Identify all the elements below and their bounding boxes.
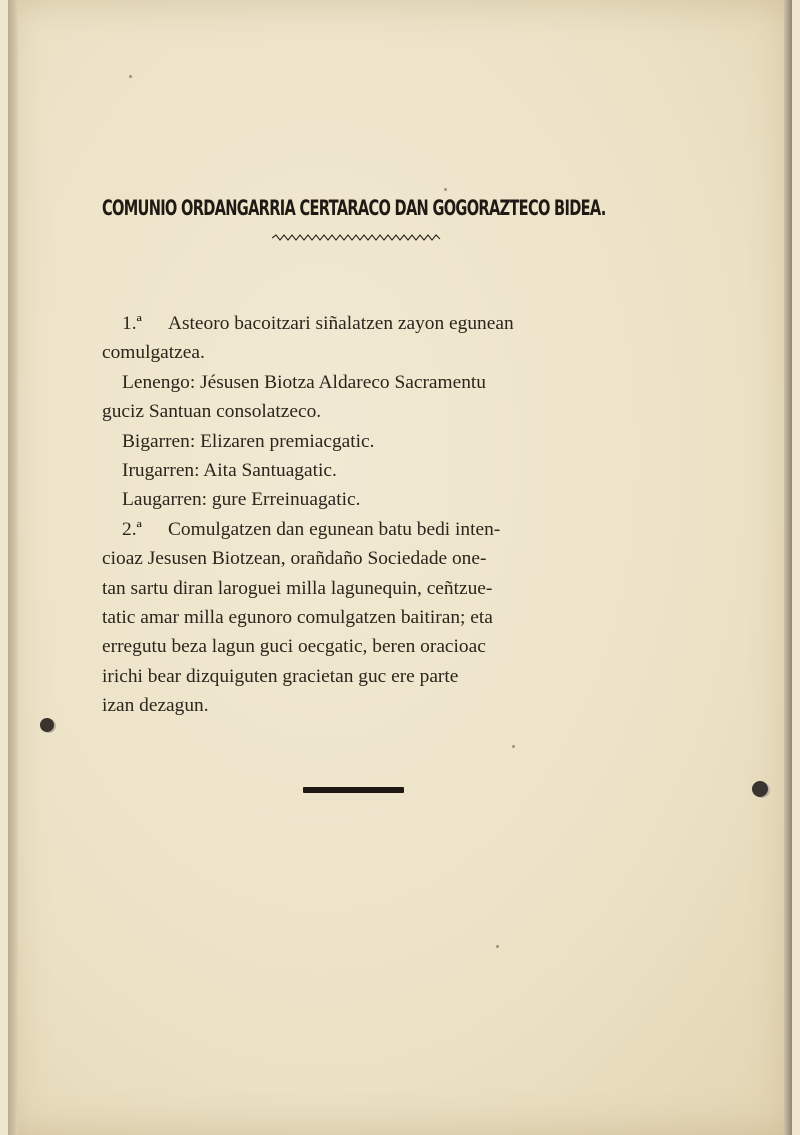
text-line <box>102 515 622 544</box>
binding-hole <box>40 718 54 732</box>
paper-speck <box>512 745 515 748</box>
text-line: Bigarren: Elizaren premiacgatic. <box>122 430 375 452</box>
text-line: comulgatzea. <box>102 342 205 364</box>
text-line: guciz Santuan consolatzeco. <box>102 401 322 423</box>
page-title: COMUNIO ORDANGARRIA CERTARACO DAN GOGORAZTECO BIDEA. <box>102 196 606 221</box>
body-text <box>102 309 622 720</box>
paper-speck <box>496 945 499 948</box>
item-number: 2.ª <box>122 518 142 540</box>
item-number: 1.ª <box>122 313 142 334</box>
text-line: tan sartu diran laroguei milla lagunequin, ceñtzue- <box>102 577 493 599</box>
text-line: cioaz Jesusen Biotzean, orañdaño Sociedade one- <box>102 548 487 570</box>
text-line <box>102 309 622 338</box>
text-line: izan dezagun. <box>102 695 209 717</box>
page-right-edge <box>784 0 792 1135</box>
text-line: Laugarren: gure Erreinuagatic. <box>122 489 361 511</box>
line-text: Comulgatzen dan egunean batu bedi inten- <box>168 518 501 540</box>
section-end-rule <box>303 787 404 793</box>
ornament-rule <box>272 233 442 243</box>
paper-speck <box>444 188 447 191</box>
text-line: Lenengo: Jésusen Biotza Aldareco Sacramentu <box>122 371 486 393</box>
text-line: irichi bear dizquiguten gracietan guc ere parte <box>102 665 459 687</box>
paper-speck <box>129 75 132 78</box>
text-line: Irugarren: Aita Santuagatic. <box>122 459 337 481</box>
text-line: erregutu beza lagun guci oecgatic, beren oracioac <box>102 636 486 658</box>
binding-hole <box>752 781 768 797</box>
page-left-edge <box>8 0 18 1135</box>
text-line: tatic amar milla egunoro comulgatzen baitiran; eta <box>102 606 493 628</box>
line-text: Asteoro bacoitzari siñalatzen zayon egunean <box>168 313 514 334</box>
